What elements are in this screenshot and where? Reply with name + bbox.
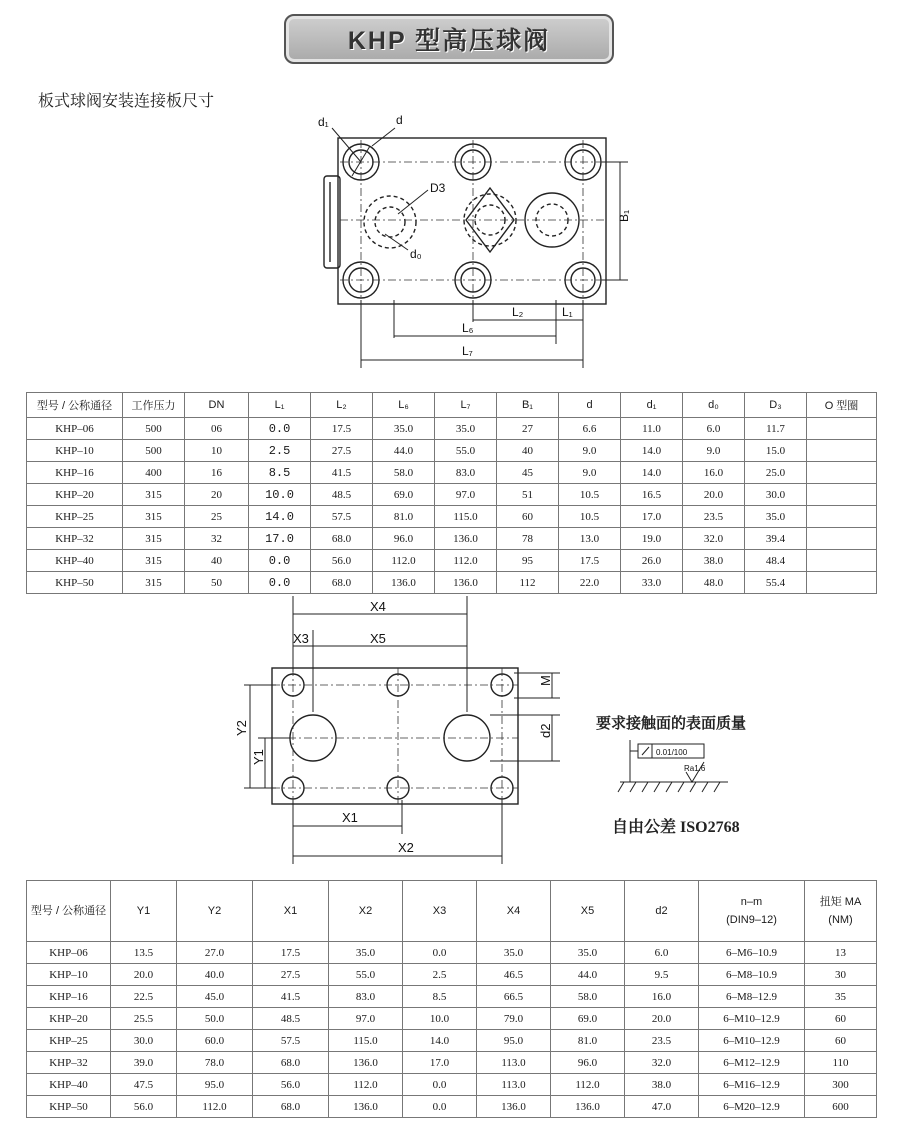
table-cell: 9.0 bbox=[683, 440, 745, 462]
table-cell: 48.5 bbox=[311, 484, 373, 506]
section-subtitle: 板式球阀安装连接板尺寸 bbox=[38, 93, 215, 110]
header-cell: L₆ bbox=[373, 393, 435, 418]
table-cell: 112.0 bbox=[329, 1074, 403, 1096]
table-cell: 8.5 bbox=[249, 462, 311, 484]
table-cell: 10.0 bbox=[403, 1008, 477, 1030]
table-cell: 47.5 bbox=[111, 1074, 177, 1096]
table-cell: 6–M12–12.9 bbox=[699, 1052, 805, 1074]
table-cell bbox=[807, 462, 877, 484]
table-cell: KHP–40 bbox=[27, 550, 123, 572]
table-cell: 25.5 bbox=[111, 1008, 177, 1030]
table-cell: 56.0 bbox=[311, 550, 373, 572]
header-line: (NM) bbox=[828, 914, 853, 926]
label-D3: D3 bbox=[430, 181, 446, 195]
table-cell: 97.0 bbox=[329, 1008, 403, 1030]
table-cell: 2.5 bbox=[403, 964, 477, 986]
table-cell: 15.0 bbox=[745, 440, 807, 462]
header-cell bbox=[699, 881, 805, 942]
table-cell bbox=[807, 506, 877, 528]
table-cell: 35.0 bbox=[745, 506, 807, 528]
table-cell: 17.5 bbox=[311, 418, 373, 440]
table-cell: 315 bbox=[123, 550, 185, 572]
label-L2: L₂ bbox=[512, 305, 524, 319]
table-cell: 6.0 bbox=[625, 942, 699, 964]
table-cell: 136.0 bbox=[373, 572, 435, 594]
table-cell: 17.5 bbox=[253, 942, 329, 964]
header-cell: L₇ bbox=[435, 393, 497, 418]
table-cell: 35 bbox=[805, 986, 877, 1008]
table-cell: 600 bbox=[805, 1096, 877, 1118]
table-cell: 17.5 bbox=[559, 550, 621, 572]
header-cell: B₁ bbox=[497, 393, 559, 418]
table-cell: 10.0 bbox=[249, 484, 311, 506]
table-cell: 48.5 bbox=[253, 1008, 329, 1030]
table-cell: 0.0 bbox=[249, 418, 311, 440]
header-cell: L₂ bbox=[311, 393, 373, 418]
surface-quality-title: 要求接触面的表面质量 bbox=[596, 715, 747, 732]
label-L6: L₆ bbox=[462, 321, 474, 335]
label-d0: d₀ bbox=[410, 247, 422, 261]
header-line: 扭矩 MA bbox=[819, 896, 862, 908]
table-cell: 95 bbox=[497, 550, 559, 572]
table-cell: 81.0 bbox=[373, 506, 435, 528]
table-cell: 2.5 bbox=[249, 440, 311, 462]
table-cell: KHP–16 bbox=[27, 462, 123, 484]
table-cell: 69.0 bbox=[373, 484, 435, 506]
table-cell: 78.0 bbox=[177, 1052, 253, 1074]
table-cell: 136.0 bbox=[435, 528, 497, 550]
table-cell: 11.7 bbox=[745, 418, 807, 440]
table-cell: 115.0 bbox=[435, 506, 497, 528]
table-cell: 45.0 bbox=[177, 986, 253, 1008]
table-cell bbox=[807, 484, 877, 506]
flatness-value: 0.01/100 bbox=[656, 748, 688, 757]
table-cell: 0.0 bbox=[249, 572, 311, 594]
table-cell: 48.4 bbox=[745, 550, 807, 572]
header-cell: X5 bbox=[551, 881, 625, 942]
table-cell: 50.0 bbox=[177, 1008, 253, 1030]
table-cell: 30 bbox=[805, 964, 877, 986]
table-cell: 60.0 bbox=[177, 1030, 253, 1052]
dimension-labels-subplate bbox=[234, 599, 553, 855]
table-cell: 6.0 bbox=[683, 418, 745, 440]
table-cell: 35.0 bbox=[435, 418, 497, 440]
table-row bbox=[27, 964, 877, 986]
table-cell: 44.0 bbox=[551, 964, 625, 986]
roughness-value: Ra1.6 bbox=[684, 764, 706, 773]
table-cell: 60 bbox=[805, 1008, 877, 1030]
table-cell: 10.5 bbox=[559, 484, 621, 506]
table-cell: 136.0 bbox=[551, 1096, 625, 1118]
table-cell: 83.0 bbox=[329, 986, 403, 1008]
header-cell: O 型圈 bbox=[807, 393, 877, 418]
table-cell bbox=[807, 528, 877, 550]
table-row bbox=[27, 418, 877, 440]
label-L7: L₇ bbox=[462, 344, 473, 358]
label-d1: d₁ bbox=[318, 115, 329, 129]
table-cell: 19.0 bbox=[621, 528, 683, 550]
table-cell: 41.5 bbox=[253, 986, 329, 1008]
table-cell: 136.0 bbox=[329, 1052, 403, 1074]
table-row bbox=[27, 528, 877, 550]
header-cell: d₁ bbox=[621, 393, 683, 418]
table-cell: 97.0 bbox=[435, 484, 497, 506]
table-cell: 27.5 bbox=[253, 964, 329, 986]
table-cell: 10 bbox=[185, 440, 249, 462]
table-cell: 16.0 bbox=[625, 986, 699, 1008]
table-cell: 27.0 bbox=[177, 942, 253, 964]
table-cell: 14.0 bbox=[621, 462, 683, 484]
label-X5: X5 bbox=[370, 631, 386, 646]
header-cell: 工作压力 bbox=[123, 393, 185, 418]
table-cell: 32 bbox=[185, 528, 249, 550]
header-cell: Y2 bbox=[177, 881, 253, 942]
table-cell: 112.0 bbox=[177, 1096, 253, 1118]
table-cell: 25 bbox=[185, 506, 249, 528]
header-cell: 型号 / 公称通径 bbox=[27, 393, 123, 418]
table-cell: 315 bbox=[123, 572, 185, 594]
table-cell: 17.0 bbox=[249, 528, 311, 550]
table-cell: 60 bbox=[805, 1030, 877, 1052]
header-cell: d2 bbox=[625, 881, 699, 942]
subplate-dimensions-table bbox=[26, 880, 877, 1118]
table-cell: 500 bbox=[123, 440, 185, 462]
table-cell: 6–M8–10.9 bbox=[699, 964, 805, 986]
table-cell: 500 bbox=[123, 418, 185, 440]
table-cell: 39.0 bbox=[111, 1052, 177, 1074]
table-cell: 40 bbox=[497, 440, 559, 462]
table-cell: 57.5 bbox=[311, 506, 373, 528]
table-cell: 41.5 bbox=[311, 462, 373, 484]
table-cell: 69.0 bbox=[551, 1008, 625, 1030]
table-cell: 115.0 bbox=[329, 1030, 403, 1052]
table-cell: KHP–20 bbox=[27, 1008, 111, 1030]
table-cell: 40.0 bbox=[177, 964, 253, 986]
table-cell: 35.0 bbox=[329, 942, 403, 964]
table-cell: 22.0 bbox=[559, 572, 621, 594]
table-cell: 6.6 bbox=[559, 418, 621, 440]
table-cell: 56.0 bbox=[253, 1074, 329, 1096]
table-row bbox=[27, 1030, 877, 1052]
table-row bbox=[27, 440, 877, 462]
table-cell: 55.0 bbox=[329, 964, 403, 986]
table-cell: KHP–06 bbox=[27, 418, 123, 440]
table-cell: 44.0 bbox=[373, 440, 435, 462]
table-cell: 27.5 bbox=[311, 440, 373, 462]
header-cell: X2 bbox=[329, 881, 403, 942]
table-cell: 38.0 bbox=[625, 1074, 699, 1096]
header-cell: d₀ bbox=[683, 393, 745, 418]
table-cell: 38.0 bbox=[683, 550, 745, 572]
table-cell: 6–M10–12.9 bbox=[699, 1030, 805, 1052]
page-title: KHP 型高压球阀 bbox=[347, 27, 551, 55]
table-cell: 16 bbox=[185, 462, 249, 484]
table-cell: 32.0 bbox=[683, 528, 745, 550]
table-cell: 23.5 bbox=[625, 1030, 699, 1052]
table-cell: 30.0 bbox=[111, 1030, 177, 1052]
table-cell: 136.0 bbox=[435, 572, 497, 594]
surface-quality-symbol bbox=[610, 738, 750, 802]
table-cell: 20.0 bbox=[111, 964, 177, 986]
table-cell bbox=[807, 440, 877, 462]
table-cell: 20 bbox=[185, 484, 249, 506]
table-cell: 55.0 bbox=[435, 440, 497, 462]
header-cell: Y1 bbox=[111, 881, 177, 942]
table-cell: 39.4 bbox=[745, 528, 807, 550]
table-cell: 27 bbox=[497, 418, 559, 440]
table-cell: 40 bbox=[185, 550, 249, 572]
table-cell: 17.0 bbox=[403, 1052, 477, 1074]
table-cell: 68.0 bbox=[253, 1096, 329, 1118]
table-row bbox=[27, 1052, 877, 1074]
table-row bbox=[27, 1008, 877, 1030]
table-cell: KHP–25 bbox=[27, 1030, 111, 1052]
table-cell: 14.0 bbox=[249, 506, 311, 528]
label-X2: X2 bbox=[398, 840, 414, 855]
table-cell: 23.5 bbox=[683, 506, 745, 528]
table-cell: 58.0 bbox=[373, 462, 435, 484]
table1-body bbox=[27, 418, 877, 594]
table-cell: 58.0 bbox=[551, 986, 625, 1008]
table-cell: 17.0 bbox=[621, 506, 683, 528]
table-cell: KHP–50 bbox=[27, 1096, 111, 1118]
table-cell: KHP–32 bbox=[27, 1052, 111, 1074]
table-cell: KHP–06 bbox=[27, 942, 111, 964]
table-cell: 9.0 bbox=[559, 462, 621, 484]
header-line: (DIN9–12) bbox=[726, 914, 777, 926]
header-cell: L₁ bbox=[249, 393, 311, 418]
table-row bbox=[27, 1096, 877, 1118]
table-header-row bbox=[27, 881, 877, 942]
table-cell: 315 bbox=[123, 506, 185, 528]
table-cell: 11.0 bbox=[621, 418, 683, 440]
table-cell: KHP–20 bbox=[27, 484, 123, 506]
label-M: M bbox=[538, 675, 553, 686]
table-cell: KHP–40 bbox=[27, 1074, 111, 1096]
table-cell: 35.0 bbox=[477, 942, 551, 964]
table-cell: 136.0 bbox=[477, 1096, 551, 1118]
table-cell: 110 bbox=[805, 1052, 877, 1074]
table-cell: 0.0 bbox=[249, 550, 311, 572]
label-Y2: Y2 bbox=[234, 720, 249, 736]
table-row bbox=[27, 506, 877, 528]
table-cell: 14.0 bbox=[621, 440, 683, 462]
label-X3: X3 bbox=[293, 631, 309, 646]
table-cell: 06 bbox=[185, 418, 249, 440]
table-cell: 0.0 bbox=[403, 942, 477, 964]
table-cell: 96.0 bbox=[551, 1052, 625, 1074]
table-cell: 14.0 bbox=[403, 1030, 477, 1052]
table-row bbox=[27, 986, 877, 1008]
table-cell: KHP–25 bbox=[27, 506, 123, 528]
table-header-row bbox=[27, 393, 877, 418]
table-cell: 20.0 bbox=[625, 1008, 699, 1030]
table-cell: 57.5 bbox=[253, 1030, 329, 1052]
table-cell: 95.0 bbox=[477, 1030, 551, 1052]
table-cell: 10.5 bbox=[559, 506, 621, 528]
table-cell: 20.0 bbox=[683, 484, 745, 506]
table-cell: 81.0 bbox=[551, 1030, 625, 1052]
table-row bbox=[27, 1074, 877, 1096]
table-cell: 78 bbox=[497, 528, 559, 550]
table-cell: 95.0 bbox=[177, 1074, 253, 1096]
plate-dimensions-table bbox=[26, 392, 877, 594]
table-cell: 9.0 bbox=[559, 440, 621, 462]
table-cell bbox=[807, 572, 877, 594]
table-cell: 9.5 bbox=[625, 964, 699, 986]
table-cell: 48.0 bbox=[683, 572, 745, 594]
table-cell: 46.5 bbox=[477, 964, 551, 986]
table-cell: KHP–10 bbox=[27, 440, 123, 462]
table-cell: 112.0 bbox=[551, 1074, 625, 1096]
table-cell: 68.0 bbox=[311, 572, 373, 594]
table-row bbox=[27, 462, 877, 484]
table-cell bbox=[807, 418, 877, 440]
table-cell: 22.5 bbox=[111, 986, 177, 1008]
header-cell: DN bbox=[185, 393, 249, 418]
table-cell: 83.0 bbox=[435, 462, 497, 484]
table-cell: 55.4 bbox=[745, 572, 807, 594]
table-cell: 25.0 bbox=[745, 462, 807, 484]
subplate-diagram bbox=[225, 590, 585, 870]
table-cell: 113.0 bbox=[477, 1052, 551, 1074]
table-cell: 13.5 bbox=[111, 942, 177, 964]
table-cell: 8.5 bbox=[403, 986, 477, 1008]
table2-body bbox=[27, 942, 877, 1118]
table-cell: KHP–10 bbox=[27, 964, 111, 986]
label-X1: X1 bbox=[342, 810, 358, 825]
table-cell: 6–M16–12.9 bbox=[699, 1074, 805, 1096]
header-cell: X3 bbox=[403, 881, 477, 942]
table-cell: 79.0 bbox=[477, 1008, 551, 1030]
table-cell: 51 bbox=[497, 484, 559, 506]
table-cell: KHP–50 bbox=[27, 572, 123, 594]
table-cell: 300 bbox=[805, 1074, 877, 1096]
table-cell: 6–M10–12.9 bbox=[699, 1008, 805, 1030]
table-cell: 0.0 bbox=[403, 1074, 477, 1096]
label-B1: B₁ bbox=[617, 209, 631, 222]
mounting-plate-diagram bbox=[300, 108, 640, 378]
label-L1: L₁ bbox=[562, 305, 573, 319]
header-line: n–m bbox=[740, 896, 763, 908]
general-tolerance: 自由公差 ISO2768 bbox=[612, 819, 740, 836]
table-cell: 0.0 bbox=[403, 1096, 477, 1118]
table-cell: 96.0 bbox=[373, 528, 435, 550]
table-cell: 6–M20–12.9 bbox=[699, 1096, 805, 1118]
table-cell: 16.0 bbox=[683, 462, 745, 484]
header-cell: X4 bbox=[477, 881, 551, 942]
table-cell: 66.5 bbox=[477, 986, 551, 1008]
table-cell: 35.0 bbox=[373, 418, 435, 440]
table-cell: 13.0 bbox=[559, 528, 621, 550]
table-cell: 35.0 bbox=[551, 942, 625, 964]
table-cell: 6–M8–12.9 bbox=[699, 986, 805, 1008]
table-row bbox=[27, 942, 877, 964]
table-cell: 30.0 bbox=[745, 484, 807, 506]
table-cell: 315 bbox=[123, 484, 185, 506]
table-cell: 136.0 bbox=[329, 1096, 403, 1118]
table-cell: 13 bbox=[805, 942, 877, 964]
table-cell: KHP–32 bbox=[27, 528, 123, 550]
table-row bbox=[27, 484, 877, 506]
table-cell: 45 bbox=[497, 462, 559, 484]
table-cell: 68.0 bbox=[311, 528, 373, 550]
header-cell: 型号 / 公称通径 bbox=[27, 881, 111, 942]
label-d2: d2 bbox=[538, 723, 553, 738]
table-cell bbox=[807, 550, 877, 572]
table-cell: KHP–16 bbox=[27, 986, 111, 1008]
table-cell: 26.0 bbox=[621, 550, 683, 572]
table-cell: 33.0 bbox=[621, 572, 683, 594]
table-cell: 56.0 bbox=[111, 1096, 177, 1118]
header-cell: D₃ bbox=[745, 393, 807, 418]
label-d: d bbox=[396, 113, 403, 127]
table-cell: 112.0 bbox=[373, 550, 435, 572]
table-cell: 6–M6–10.9 bbox=[699, 942, 805, 964]
header-cell bbox=[805, 881, 877, 942]
table-cell: 112.0 bbox=[435, 550, 497, 572]
table-cell: 47.0 bbox=[625, 1096, 699, 1118]
header-cell: X1 bbox=[253, 881, 329, 942]
header-cell: d bbox=[559, 393, 621, 418]
table-cell: 32.0 bbox=[625, 1052, 699, 1074]
table-cell: 112 bbox=[497, 572, 559, 594]
label-X4: X4 bbox=[370, 599, 386, 614]
table-cell: 400 bbox=[123, 462, 185, 484]
table-cell: 60 bbox=[497, 506, 559, 528]
table-cell: 68.0 bbox=[253, 1052, 329, 1074]
table-cell: 50 bbox=[185, 572, 249, 594]
table-cell: 16.5 bbox=[621, 484, 683, 506]
table-row bbox=[27, 550, 877, 572]
label-Y1: Y1 bbox=[251, 749, 266, 765]
table-cell: 113.0 bbox=[477, 1074, 551, 1096]
table-cell: 315 bbox=[123, 528, 185, 550]
title-banner bbox=[284, 14, 614, 64]
